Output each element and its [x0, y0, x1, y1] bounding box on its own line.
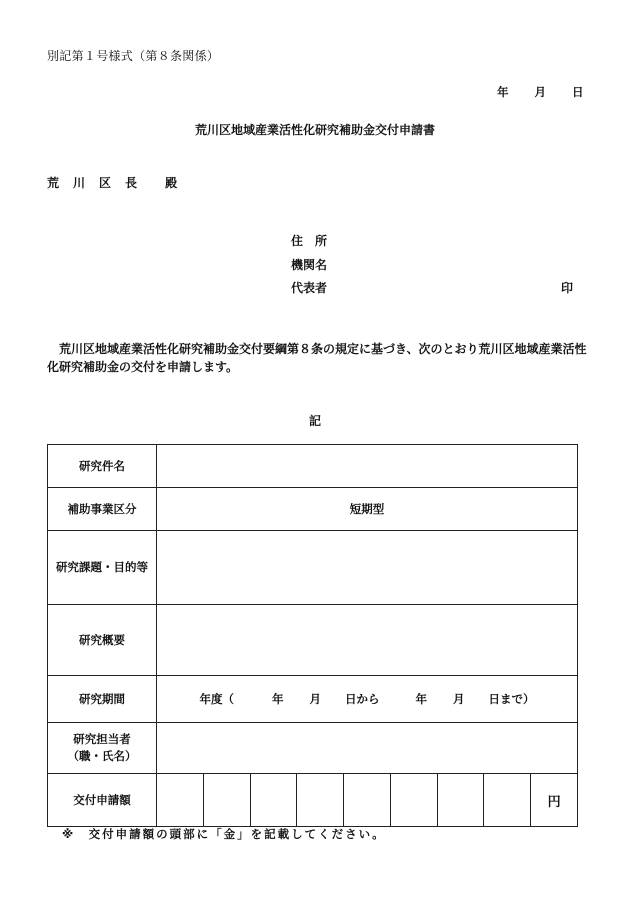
purpose-field[interactable] [157, 531, 578, 605]
staff-field[interactable] [157, 723, 578, 774]
address-label: 住 所 [291, 234, 328, 248]
form-number: 別記第１号様式（第８条関係） [47, 49, 220, 63]
research-title-label: 研究件名 [48, 445, 157, 488]
period-start-day: 日から [345, 692, 380, 706]
period-end-month: 月 [453, 692, 465, 706]
application-table [47, 444, 578, 827]
category-value: 短期型 [157, 488, 578, 531]
period-start-month: 月 [309, 692, 321, 706]
summary-label: 研究概要 [48, 605, 157, 676]
addressee-char: 荒 [47, 176, 60, 190]
research-title-field[interactable] [157, 445, 578, 488]
date-month: 月 [534, 85, 546, 99]
table-row [48, 531, 578, 605]
org-name-label: 機関名 [291, 258, 328, 272]
table-row [48, 605, 578, 676]
ki-heading: 記 [308, 414, 321, 428]
amount-digit-cell[interactable] [438, 774, 485, 826]
period-start-year: 年 [272, 692, 284, 706]
period-end-day: 日まで） [488, 692, 535, 706]
purpose-label: 研究課題・目的等 [48, 531, 157, 605]
application-statement: 荒川区地域産業活性化研究補助金交付要綱第８条の規定に基づき、次のとおり荒川区地域産業活性化研究補助金の交付を申請します。 [47, 342, 587, 374]
amount-digit-cell[interactable] [157, 774, 204, 826]
date-day: 日 [572, 85, 584, 99]
staff-label-line1: 研究担当者 [73, 732, 131, 746]
period-field[interactable] [157, 676, 578, 723]
addressee-char: 長 [125, 176, 138, 190]
amount-unit: 円 [547, 794, 561, 810]
amount-digit-cell[interactable] [297, 774, 344, 826]
date-year: 年 [497, 85, 509, 99]
addressee [47, 174, 177, 191]
footnote: ※ 交付申請額の頭部に「金」を記載してください。 [62, 827, 386, 841]
amount-digit-cell[interactable] [344, 774, 391, 826]
amount-label: 交付申請額 [48, 774, 157, 827]
period-nendo: 年度（ [199, 692, 234, 706]
amount-field [157, 774, 578, 827]
staff-label [48, 723, 157, 774]
period-label: 研究期間 [48, 676, 157, 723]
amount-digit-cell[interactable] [484, 774, 531, 826]
category-label: 補助事業区分 [48, 488, 157, 531]
amount-digit-cell[interactable] [251, 774, 298, 826]
amount-digit-cell[interactable] [391, 774, 438, 826]
addressee-honorific: 殿 [165, 176, 178, 190]
representative-label: 代表者 [291, 281, 328, 295]
amount-digit-cell[interactable] [204, 774, 251, 826]
staff-label-line2: （職・氏名） [67, 749, 137, 763]
summary-field[interactable] [157, 605, 578, 676]
table-row [48, 676, 578, 723]
table-row [48, 445, 578, 488]
table-row [48, 488, 578, 531]
table-row [48, 723, 578, 774]
seal-mark: 印 [561, 281, 574, 295]
date-line [497, 84, 584, 100]
document-title: 荒川区地域産業活性化研究補助金交付申請書 [194, 123, 435, 137]
period-end-year: 年 [415, 692, 427, 706]
table-row [48, 774, 578, 827]
addressee-char: 川 [73, 176, 86, 190]
addressee-char: 区 [99, 176, 112, 190]
